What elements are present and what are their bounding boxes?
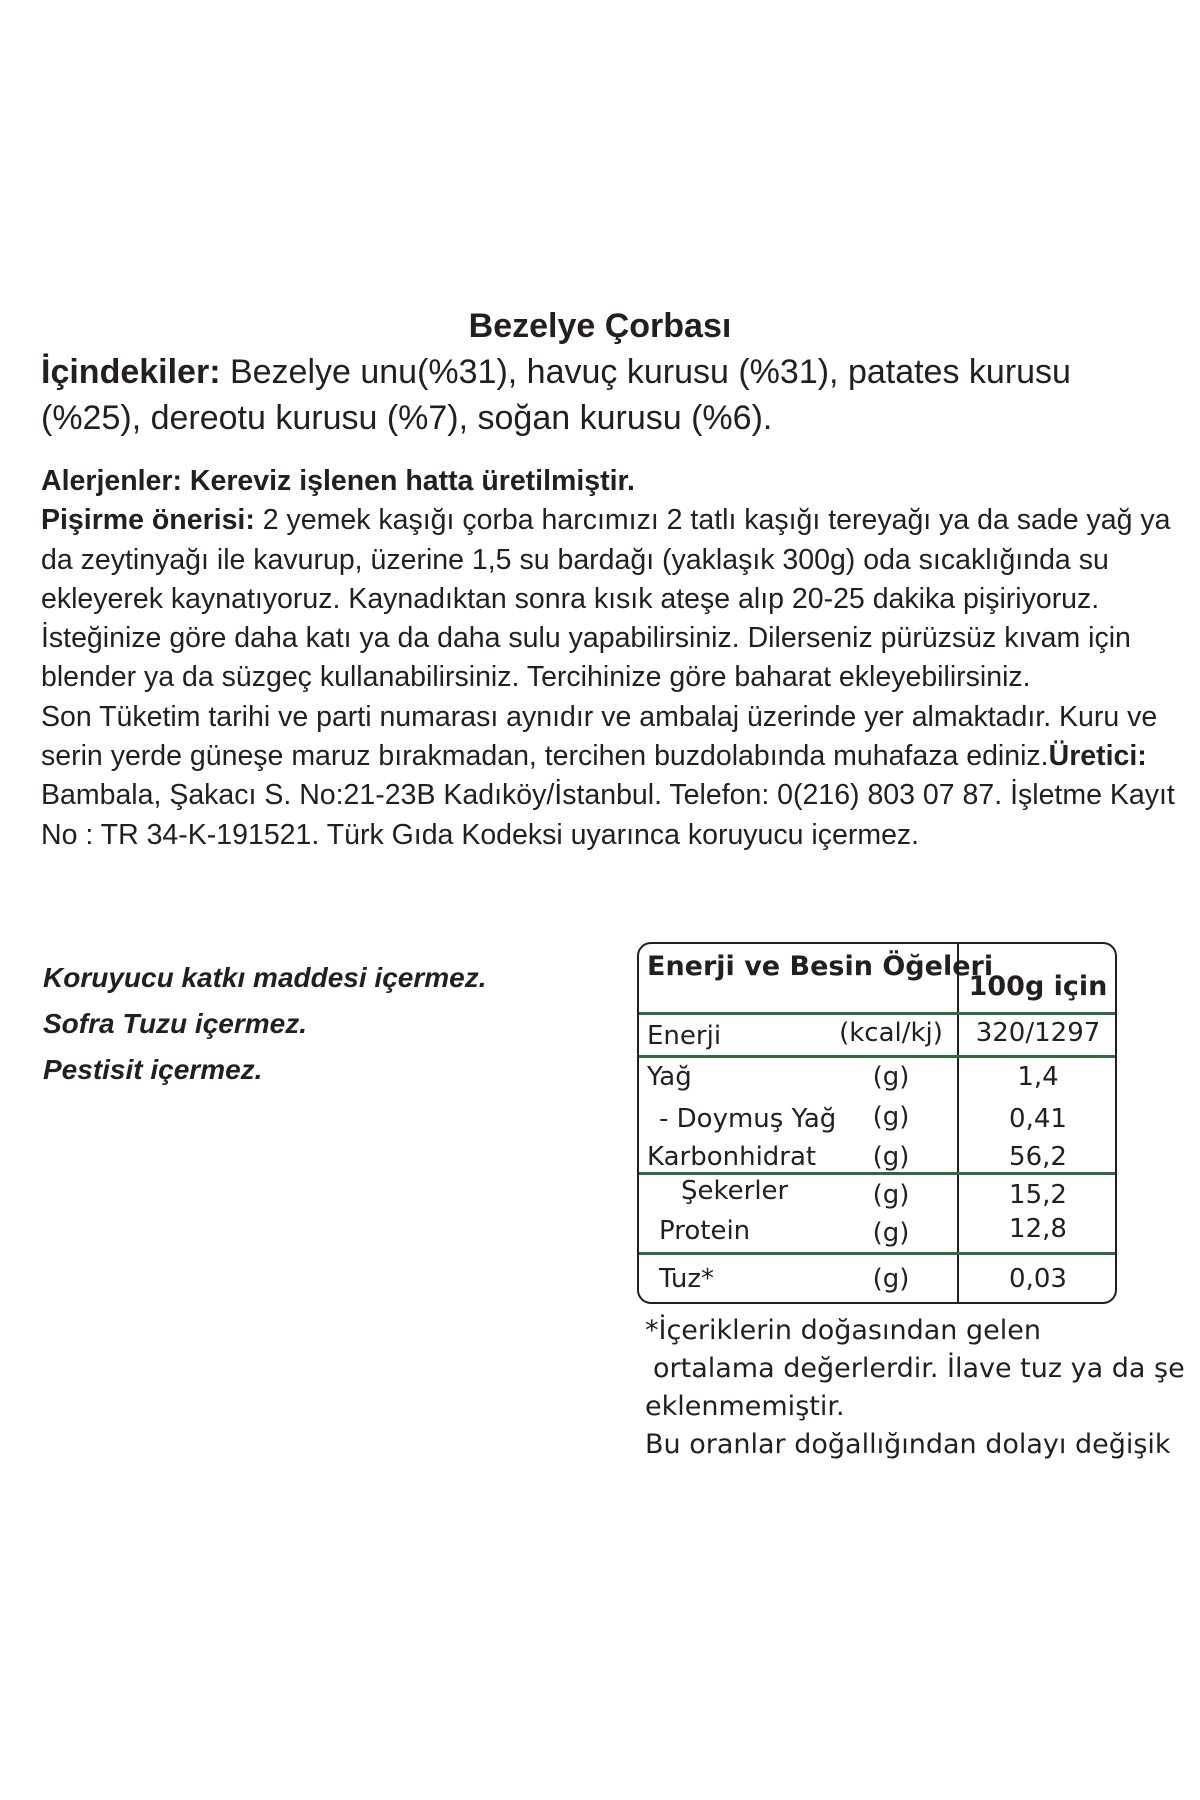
ingredients-paragraph xyxy=(41,349,1171,441)
nutrition-header-right: 100g için xyxy=(968,971,1108,1002)
claim-item: Pestisit içermez. xyxy=(43,1054,263,1085)
nutrient-unit: (g) xyxy=(872,1218,910,1248)
table-divider xyxy=(639,1012,1115,1015)
nutrient-name: Tuz* xyxy=(659,1264,715,1294)
nutrient-value: 320/1297 xyxy=(975,1018,1101,1048)
nutrient-value: 15,2 xyxy=(1009,1180,1067,1210)
nutrition-table xyxy=(637,942,1117,1304)
nutrient-unit: (g) xyxy=(872,1102,910,1132)
nutrient-value: 0,03 xyxy=(1009,1264,1067,1294)
nutrient-value: 12,8 xyxy=(1009,1214,1067,1244)
nutrient-value: 56,2 xyxy=(1009,1142,1067,1172)
nutrition-header-left: Enerji ve Besin Öğeleri xyxy=(647,951,994,982)
nutrient-name: - Doymuş Yağ xyxy=(659,1104,837,1134)
footnote-line: ortalama değerlerdir. İlave tuz ya da şe xyxy=(653,1353,1185,1384)
nutrient-unit: (g) xyxy=(872,1062,910,1092)
storage-text: Son Tüketim tarihi ve parti numarası aynıdır ve ambalaj üzerinde yer almaktadır. Kuru ve serin yerde güneşe maruz bırakmadan, tercihen buzdolabında muhafaza ediniz. xyxy=(41,700,1158,773)
ingredients-text: Bezelye unu(%31), havuç kurusu (%31), patates kurusu (%25), dereotu kurusu (%7), soğan kurusu (%6). xyxy=(41,353,1071,437)
nutrient-unit: (g) xyxy=(872,1142,910,1172)
cooking-label: Pişirme önerisi: xyxy=(41,504,255,537)
nutrient-unit: (g) xyxy=(872,1264,910,1294)
nutrient-value: 1,4 xyxy=(1017,1062,1059,1092)
footnote-line: *İçeriklerin doğasından gelen xyxy=(645,1315,1041,1346)
info-text-block xyxy=(41,462,1181,855)
nutrient-name: Enerji xyxy=(647,1021,722,1051)
footnote-line: Bu oranlar doğallığından dolayı değişik xyxy=(645,1429,1171,1460)
claims-list xyxy=(43,955,603,1093)
ingredients-label: İçindekiler: xyxy=(41,353,221,391)
cooking-text: 2 yemek kaşığı çorba harcımızı 2 tatlı kaşığı tereyağı ya da sade yağ ya da zeytinyağı ile kavurup, üzerine 1,5 su bardağı (yaklaşık 300g) oda sıcaklığında su ekleyerek kaynatıyoruz. Kaynadıktan sonra kısık ateşe alıp 20-25 dakika pişiriyoruz. İsteğinize göre daha katı ya da daha sulu yapabilirsiniz. Dilerseniz pürüzsüz kıvam için blender ya da süzgeç kullanabilirsiniz. Tercihinize göre baharat ekleyebilirsiniz. xyxy=(41,504,1171,694)
nutrition-footnote xyxy=(645,1312,1195,1464)
nutrient-unit: (kcal/kj) xyxy=(839,1018,943,1048)
table-divider xyxy=(639,1252,1115,1255)
nutrient-name: Şekerler xyxy=(681,1176,789,1206)
allergens-line: Alerjenler: Kereviz işlenen hatta üretilmiştir. xyxy=(41,465,635,497)
producer-label: Üretici: xyxy=(1048,740,1147,773)
nutrient-unit: (g) xyxy=(872,1180,910,1210)
claim-item: Sofra Tuzu içermez. xyxy=(43,1008,308,1039)
table-divider xyxy=(639,1055,1115,1058)
nutrient-name: Protein xyxy=(659,1216,751,1246)
table-column-divider xyxy=(957,944,959,1302)
cooking-paragraph xyxy=(41,501,1181,697)
producer-text: Bambala, Şakacı S. No:21-23B Kadıköy/İstanbul. Telefon: 0(216) 803 07 87. İşletme Kayıt No : TR 34-K-191521. Türk Gıda Kodeksi uyarınca koruyucu içermez. xyxy=(41,779,1175,851)
nutrient-name: Karbonhidrat xyxy=(647,1142,817,1172)
product-title: Bezelye Çorbası xyxy=(468,307,732,345)
nutrient-value: 0,41 xyxy=(1009,1104,1067,1134)
claim-item: Koruyucu katkı maddesi içermez. xyxy=(43,962,487,993)
storage-paragraph xyxy=(41,698,1181,855)
nutrient-name: Yağ xyxy=(647,1062,692,1092)
footnote-line: eklenmemiştir. xyxy=(645,1391,845,1422)
